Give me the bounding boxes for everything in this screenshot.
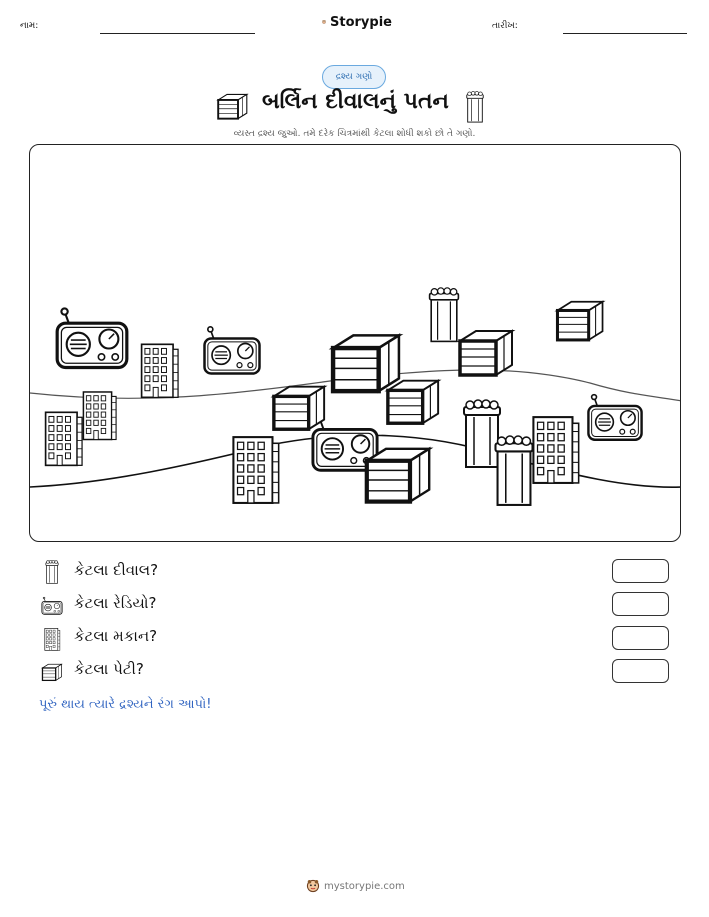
wall-1 bbox=[430, 288, 459, 342]
crate-1 bbox=[333, 335, 399, 391]
radio-icon bbox=[41, 594, 63, 618]
wall-2 bbox=[464, 400, 500, 467]
radio-1 bbox=[57, 308, 127, 367]
building-4 bbox=[233, 437, 278, 503]
building-1 bbox=[142, 344, 178, 397]
wall-3 bbox=[495, 436, 532, 505]
answer-box-radios[interactable] bbox=[612, 592, 669, 616]
scene-illustration bbox=[30, 145, 681, 542]
crate-4 bbox=[274, 387, 324, 430]
footer-site: mystorypie.com bbox=[324, 880, 405, 892]
apartment-building-icon bbox=[41, 627, 63, 651]
instructions-text: વ્યસ્ત દ્રશ્ય જુઓ. તમે દરેક ચિત્રમાંથી કેટલા શોધી શકો છો તે ગણો. bbox=[233, 129, 476, 139]
wooden-crate-icon bbox=[41, 660, 63, 684]
name-label: નામ: bbox=[20, 21, 39, 31]
berlin-wall-segment-icon bbox=[41, 560, 63, 584]
crate-6 bbox=[367, 449, 429, 502]
question-buildings: કેટલા મકાન? bbox=[74, 627, 158, 645]
question-walls: કેટલા દીવાલ? bbox=[74, 561, 159, 579]
crate-2 bbox=[460, 331, 512, 375]
date-input-line[interactable] bbox=[563, 33, 687, 34]
answer-box-walls[interactable] bbox=[612, 559, 669, 583]
question-crates: કેટલા પેટી? bbox=[74, 660, 144, 678]
storypie-logo bbox=[322, 12, 392, 32]
wooden-crate-icon bbox=[216, 92, 249, 120]
page-title: બર્લિન દીવાલનું પતન bbox=[262, 89, 449, 114]
crate-3 bbox=[557, 302, 602, 340]
activity-badge: દ્રશ્ય ગણો bbox=[322, 65, 386, 89]
crate-5 bbox=[388, 381, 438, 424]
radio-2 bbox=[205, 327, 260, 374]
counting-scene bbox=[29, 144, 681, 542]
answer-box-buildings[interactable] bbox=[612, 626, 669, 650]
building-5 bbox=[533, 417, 578, 483]
building-2 bbox=[83, 392, 116, 440]
berlin-wall-segment-icon bbox=[462, 91, 488, 123]
mascot-icon bbox=[322, 15, 326, 29]
brand-name: Storypie bbox=[330, 14, 392, 30]
building-3 bbox=[46, 412, 82, 465]
date-label: તારીખ: bbox=[492, 21, 518, 31]
mascot-icon bbox=[306, 879, 320, 893]
coloring-instruction: પૂરું થાય ત્યારે દ્રશ્યને રંગ આપો! bbox=[39, 697, 212, 712]
radio-4 bbox=[588, 395, 641, 440]
answer-box-crates[interactable] bbox=[612, 659, 669, 683]
question-radios: કેટલા રેડિયો? bbox=[74, 594, 157, 612]
footer-link[interactable] bbox=[306, 879, 405, 893]
name-input-line[interactable] bbox=[100, 33, 255, 34]
